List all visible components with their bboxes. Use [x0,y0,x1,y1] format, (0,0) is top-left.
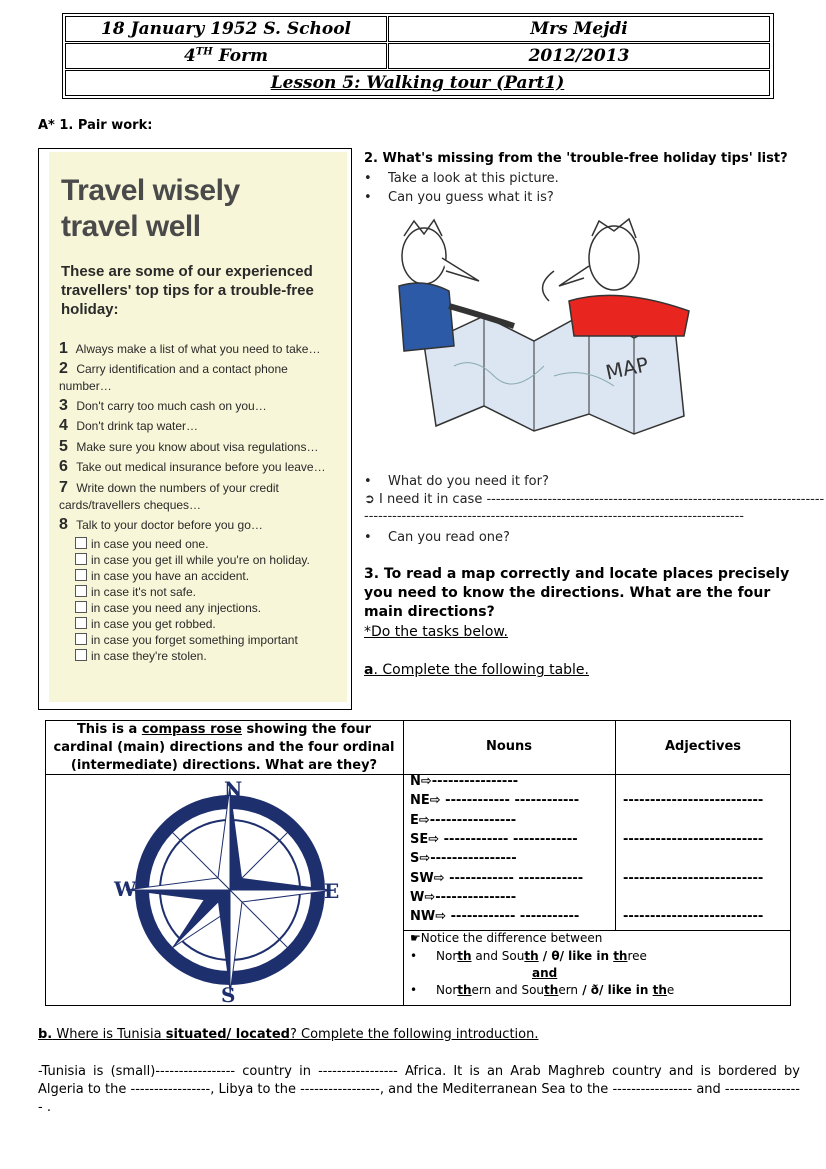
option-text: in case they're stolen. [91,649,207,663]
checkbox-icon[interactable] [75,585,87,597]
direction-row-ne[interactable]: NE⇨ ------------ ------------ [410,793,580,808]
compass-rose-icon [110,778,350,1004]
tip-number: 3 [59,397,68,414]
form-number: 4 [183,46,196,66]
noun-blank[interactable]: ---------------- [430,851,517,866]
answer-prefix: ➲ I need it in case [364,492,483,507]
tip-3 [59,397,349,415]
adjectives-header: Adjectives [664,739,742,754]
option-checkbox[interactable] [75,553,310,567]
compass-rose-term: compass rose [141,722,242,737]
bullet-item: • What do you need it for? [364,474,549,489]
adjective-blank-nw[interactable]: -------------------------- [623,909,764,924]
map-cartoon-illustration [384,216,704,448]
checkbox-icon[interactable] [75,569,87,581]
tip-text: Take out medical insurance before you leave… [76,460,326,474]
option-checkbox[interactable] [75,649,207,663]
and-word: and [532,966,558,980]
checkbox-icon[interactable] [75,537,87,549]
tip-5 [59,438,349,456]
tunisia-paragraph[interactable]: -Tunisia is (small)----------------- country in ----------------- Africa. It is an Arab Maghreb country and is bordered by Algeria to the -----------------, Libya to the -----------------, and the Mediterranean Sea to the ----------------- and ----------------- . [38,1064,800,1115]
option-text: in case it's not safe. [91,585,197,599]
noun-blank[interactable]: ------------ ----------- [446,909,580,924]
option-checkbox[interactable] [75,537,208,551]
bullet-text: Can you read one? [388,530,510,545]
tip-text: Talk to your doctor before you go… [76,518,263,532]
noun-blank[interactable]: ------------ ------------ [440,793,580,808]
noun-blank[interactable]: ------------ ------------ [444,871,584,886]
option-checkbox[interactable] [75,585,196,599]
lesson-title-text: Lesson 5: Walking tour (Part1) [270,73,565,93]
school-year: 2012/2013 [388,43,770,69]
direction-row-e[interactable]: E⇨---------------- [410,813,517,828]
notice-text: ☛Notice the difference between [410,931,603,945]
section-a-heading: A* 1. Pair work: [38,118,153,133]
th-sound-note-1: • North and South / θ/ like in three [410,949,647,963]
bullet-text: What do you need it for? [388,474,549,489]
task-a-text: . Complete the following table. [373,662,589,678]
bullet-item: • Take a look at this picture. [364,171,559,186]
compass-e-label: E [324,879,340,903]
tip-text: Carry identification and a contact phone number… [59,362,288,393]
noun-blank[interactable]: ---------------- [429,813,517,828]
direction-row-s[interactable]: S⇨---------------- [410,851,517,866]
tip-text: Write down the numbers of your credit cards/travellers cheques… [59,481,279,512]
compass-n-label: N [224,778,243,801]
direction-row-n[interactable]: N⇨---------------- [410,774,519,789]
tip-text: Make sure you know about visa regulations… [76,440,319,454]
adjective-blank-se[interactable]: -------------------------- [623,832,764,847]
travel-poster [38,148,352,710]
option-text: in case you get ill while you're on holiday. [91,553,310,567]
tip-7 [59,479,309,514]
answer-line-2[interactable]: --------------------------------------------------------------------------------- [364,509,744,524]
table-divider [403,720,404,1006]
form-level [65,43,387,69]
noun-blank[interactable]: ------------ ------------ [439,832,578,847]
tip-number: 7 [59,479,68,496]
question-3-text: 3. To read a map correctly and locate places precisely you need to know the directions. What are the four main directions? [364,566,790,620]
task-b-heading: b. Where is Tunisia situated/ located? Complete the following introduction. [38,1027,539,1042]
tip-2 [59,360,299,395]
map-label: MAP [603,352,651,385]
poster-title-line2: travel well [61,210,201,243]
answer-blank[interactable]: ------------------------------------------------------------------------ [486,492,825,507]
tip-text: Don't drink tap water… [76,419,199,433]
option-checkbox[interactable] [75,569,249,583]
form-word: Form [218,46,269,66]
option-text: in case you get robbed. [91,617,216,631]
direction-row-nw[interactable]: NW⇨ ------------ ----------- [410,909,580,924]
direction-row-se[interactable]: SE⇨ ------------ ------------ [410,832,578,847]
bullet-item: • Can you read one? [364,530,510,545]
task-a-letter: a [364,662,374,678]
compass-w-label: W [114,877,137,901]
teacher-name: Mrs Mejdi [388,16,770,42]
noun-blank[interactable]: --------------- [435,890,517,905]
question-2-heading: 2. What's missing from the 'trouble-free holiday tips' list? [364,151,788,166]
bullet-text: Take a look at this picture. [388,171,559,186]
tip-number: 4 [59,417,68,434]
school-name: 18 January 1952 S. School [65,16,387,42]
tip-number: 6 [59,458,68,475]
tip-number: 8 [59,516,68,533]
lesson-title [65,70,770,96]
adjective-blank-sw[interactable]: -------------------------- [623,871,764,886]
poster-background [49,152,347,702]
task-a-heading [364,662,589,678]
table-intro: This is a compass rose showing the four cardinal (main) directions and the four ordinal (intermediate) directions. What are they? [53,722,395,773]
tip-number: 5 [59,438,68,455]
bullet-text: Can you guess what it is? [388,190,554,205]
checkbox-icon[interactable] [75,649,87,661]
header-table [62,13,774,99]
option-text: in case you forget something important [91,633,298,647]
direction-row-w[interactable]: W⇨--------------- [410,890,517,905]
checkbox-icon[interactable] [75,553,87,565]
direction-row-sw[interactable]: SW⇨ ------------ ------------ [410,871,584,886]
tip-6 [59,458,349,476]
option-checkbox[interactable] [75,601,261,615]
tip-text: Don't carry too much cash on you… [76,399,267,413]
bullet-item: • Can you guess what it is? [364,190,554,205]
option-text: in case you need any injections. [91,601,262,615]
adjective-blank-ne[interactable]: -------------------------- [623,793,764,808]
option-text: in case you need one. [91,537,209,551]
answer-line[interactable] [364,492,824,507]
noun-blank[interactable]: ---------------- [431,774,519,789]
form-superscript: TH [195,46,213,58]
tip-number: 2 [59,360,68,377]
poster-title-line1: Travel wisely [61,174,240,207]
tip-number: 1 [59,340,68,357]
option-text: in case you have an accident. [91,569,250,583]
option-checkbox[interactable] [75,633,298,647]
option-checkbox[interactable] [75,617,216,631]
compass-s-label: S [221,983,236,1004]
tip-8 [59,516,349,534]
tip-4 [59,417,349,435]
checkbox-icon[interactable] [75,633,87,645]
tip-text: Always make a list of what you need to take… [75,342,321,356]
tasks-instruction: *Do the tasks below. [364,624,509,640]
tip-1 [59,340,349,358]
th-sound-note-2: • Northern and Southern / ð/ like in the [410,983,675,997]
checkbox-icon[interactable] [75,601,87,613]
nouns-header: Nouns [485,739,533,754]
poster-subtitle: These are some of our experienced travellers' top tips for a trouble-free holiday: [61,263,314,318]
checkbox-icon[interactable] [75,617,87,629]
